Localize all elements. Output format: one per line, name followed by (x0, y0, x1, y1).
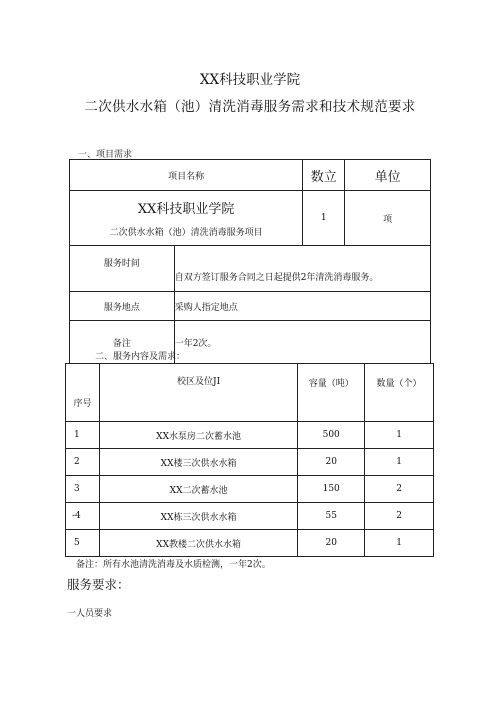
col-capacity: 容量（吨） (298, 364, 365, 422)
document-title-main: 二次供水水箱（池）清洗消毒服务需求和技术规范要求 (84, 99, 416, 115)
project-name-cell (70, 191, 303, 246)
service-time-value: 自双方签订服务合同之日起提供2年清洗消毒服务。 (174, 246, 430, 292)
project-title: 二次供水水箱（池）清洗消毒服务项目 (109, 228, 263, 238)
table-row: 2 XX楼三次供水水箱 20 1 (66, 449, 434, 476)
service-time-label: 服务时间 (70, 246, 175, 292)
col-no: 序号 (66, 364, 100, 422)
remark-value: 一年2次。 (174, 321, 430, 364)
col-location: 校区及位JI (99, 364, 297, 422)
project-quantity: 1 (303, 191, 345, 246)
service-location-value: 采购人指定地点 (174, 292, 430, 321)
section1-heading: 一、项目需求 (78, 150, 133, 160)
col-project-name: 项目名称 (70, 160, 303, 191)
personnel-requirements-heading: 一人员要求 (67, 609, 113, 619)
remark-label: 备注 (70, 321, 175, 364)
project-table (69, 159, 431, 364)
table-row: 3 XX二次蓄水池 150 2 (66, 476, 434, 503)
col-unit: 单位 (345, 160, 431, 191)
project-unit: 项 (345, 191, 431, 246)
table-row: -4 XX栋三次供水水箱 55 2 (66, 503, 434, 530)
service-requirements-heading: 服务要求： (67, 577, 130, 592)
table-note: 备注：所有水池清洗消毒及水质检测，一年2次。 (76, 560, 271, 570)
table-row: 1 XX水泵房二次蓄水池 500 1 (66, 422, 434, 449)
service-location-label: 服务地点 (70, 292, 175, 321)
col-count: 数量（个） (365, 364, 434, 422)
document-title-school: XX科技职业学院 (199, 72, 301, 88)
service-table (65, 363, 434, 557)
table-row: 5 XX教楼二次供水水箱 20 1 (66, 530, 434, 557)
section2-heading: 二、服务内容及需求： (95, 352, 186, 362)
project-school: XX科技职业学院 (137, 202, 235, 217)
col-quantity: 数立 (303, 160, 345, 191)
